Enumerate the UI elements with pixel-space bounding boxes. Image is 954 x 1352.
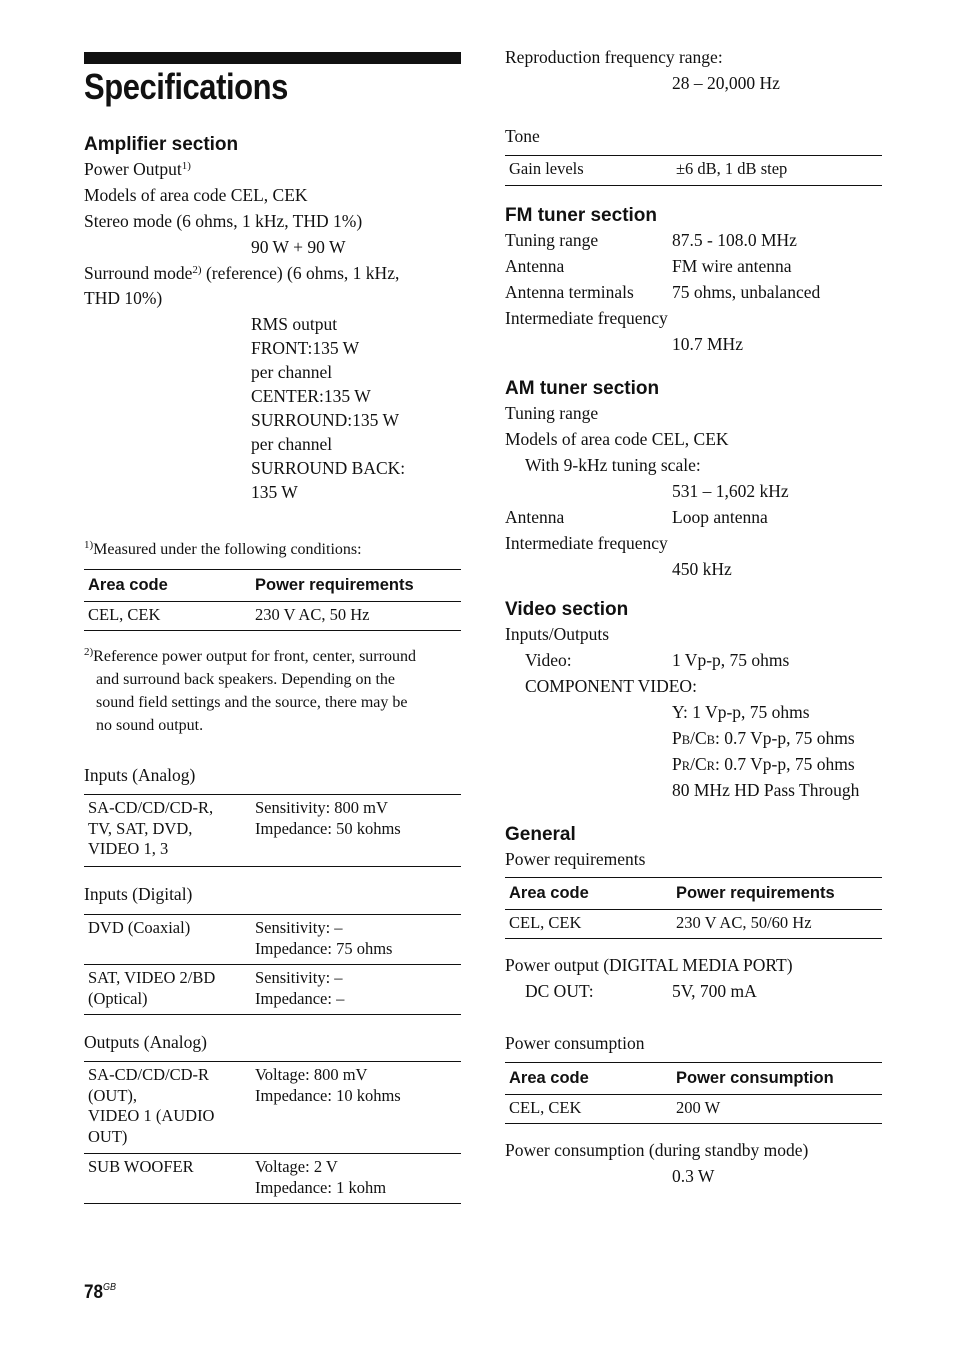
power-output-label: Power Output$^{1)}$ — [84, 159, 191, 179]
hd-pass-through: 80 MHz HD Pass Through — [672, 780, 860, 800]
table-header: Area code — [509, 884, 589, 902]
table-header: Power requirements — [676, 884, 835, 902]
video-heading: Video section — [505, 599, 629, 620]
table-row: DVD (Coaxial) Sensitivity: – Impedance: 75 ohms — [88, 918, 393, 958]
fm-if-value: 10.7 MHz — [672, 334, 743, 354]
amplifier-section — [84, 134, 461, 504]
models-line: Models of area code CEL, CEK — [84, 185, 308, 205]
component-y: Y: 1 Vp-p, 75 ohms — [672, 702, 810, 722]
rms-line: RMS output — [251, 314, 338, 334]
table-row: SUB WOOFER Voltage: 2 V Impedance: 1 kohm — [84, 1154, 461, 1204]
component-video-label: COMPONENT VIDEO: — [525, 676, 697, 696]
surround-mode-line2: THD 10%) — [84, 288, 163, 308]
am-antenna: Antenna Loop antenna — [505, 507, 768, 527]
component-pb: PB/CB: 0.7 Vp-p, 75 ohms — [672, 728, 855, 748]
stereo-value: 90 W + 90 W — [251, 237, 346, 257]
video-section — [505, 599, 882, 803]
power-requirements-table — [505, 877, 882, 939]
reproduction-block — [505, 44, 882, 96]
inputs-analog-table — [84, 794, 461, 867]
table-row: SA-CD/CD/CD-R (OUT), VIDEO 1 (AUDIO OUT) Voltage: 800 mV Impedance: 10 kohms — [88, 1065, 401, 1146]
am-if-value: 450 kHz — [672, 559, 732, 579]
rms-line: per channel — [251, 362, 333, 382]
rms-output-list — [84, 312, 461, 504]
footnote-ref-1: 1) — [181, 160, 191, 172]
table-row: SA-CD/CD/CD-R, TV, SAT, DVD, VIDEO 1, 3 Sensitivity: 800 mV Impedance: 50 kohms — [88, 798, 401, 858]
table-header: Area code — [509, 1069, 589, 1087]
standby-label: Power consumption (during standby mode) — [505, 1140, 809, 1160]
fm-antenna: Antenna FM wire antenna — [505, 256, 792, 276]
dmport-block — [505, 952, 882, 1004]
tone-label: Tone — [505, 126, 540, 146]
dc-out: DC OUT: 5V, 700 mA — [525, 981, 757, 1001]
title-rule — [84, 52, 461, 64]
am-scale-label: With 9-kHz tuning scale: — [525, 455, 701, 475]
power-requirements-label: Power requirements — [505, 849, 646, 869]
table-row: Gain levels ±6 dB, 1 dB step — [509, 159, 788, 178]
footnote-1: $^{1)}$Measured under the following conditions: — [84, 539, 362, 558]
table-header: Power consumption — [676, 1069, 834, 1087]
component-pr: PR/CR: 0.7 Vp-p, 75 ohms — [672, 754, 855, 774]
rms-line: FRONT:135 W — [251, 338, 360, 358]
reproduction-label: Reproduction frequency range: — [505, 47, 723, 67]
rms-line: SURROUND BACK: — [251, 458, 406, 478]
video-io-label: Inputs/Outputs — [505, 624, 610, 644]
table-row: CEL, CEK 200 W — [505, 1094, 882, 1124]
conditions-table — [84, 569, 461, 631]
footnote-ref-2: 2) — [192, 264, 202, 276]
am-if-label: Intermediate frequency — [505, 533, 668, 553]
surround-mode: Surround mode$^{2)}$ (reference) (6 ohms, 1 kHz, — [84, 263, 400, 283]
outputs-analog-label: Outputs (Analog) — [84, 1032, 207, 1052]
footnote-2: $^{2)}$Reference power output for front, center, surround and surround back speakers. Depending on the sound field settings and the source, there may be no sound output. — [84, 646, 416, 734]
general-section — [505, 824, 882, 872]
rms-line: per channel — [251, 434, 333, 454]
fm-antenna-terminals: Antenna terminals 75 ohms, unbalanced — [505, 282, 821, 302]
rms-line: 135 W — [251, 482, 298, 502]
rms-line: SURROUND:135 W — [251, 410, 399, 430]
table-header: Area code — [88, 576, 168, 594]
standby-value: 0.3 W — [672, 1166, 715, 1186]
tone-table — [505, 155, 882, 186]
fm-if-label: Intermediate frequency — [505, 308, 668, 328]
stereo-mode: Stereo mode (6 ohms, 1 kHz, THD 1%) — [84, 211, 363, 231]
amplifier-heading: Amplifier section — [84, 134, 239, 155]
standby-block — [505, 1137, 882, 1189]
page-region-suffix: GB — [103, 1282, 117, 1293]
page-number: $78^{GB}$ — [84, 1282, 117, 1303]
inputs-digital-table — [84, 914, 461, 1015]
outputs-analog-table — [84, 1061, 461, 1204]
inputs-analog-label: Inputs (Analog) — [84, 765, 196, 785]
general-heading: General — [505, 824, 576, 845]
fm-section — [505, 205, 882, 357]
video-composite: Video: 1 Vp-p, 75 ohms — [525, 650, 790, 670]
table-row: CEL, CEK 230 V AC, 50/60 Hz — [505, 909, 882, 939]
reproduction-value: 28 – 20,000 Hz — [672, 73, 780, 93]
table-row: SAT, VIDEO 2/BD (Optical) Sensitivity: – Impedance: – — [84, 965, 461, 1015]
inputs-digital-label: Inputs (Digital) — [84, 884, 193, 904]
am-section — [505, 378, 882, 582]
fm-tuning-range: Tuning range 87.5 - 108.0 MHz — [505, 230, 797, 250]
am-heading: AM tuner section — [505, 378, 660, 399]
rms-line: CENTER:135 W — [251, 386, 371, 406]
table-row: CEL, CEK 230 V AC, 50 Hz — [84, 601, 461, 631]
am-tuning-range: Tuning range — [505, 403, 599, 423]
page-title: Specifications — [84, 66, 288, 107]
fm-heading: FM tuner section — [505, 205, 658, 226]
dmport-label: Power output (DIGITAL MEDIA PORT) — [505, 955, 793, 975]
am-scale-value: 531 – 1,602 kHz — [672, 481, 789, 501]
power-consumption-table — [505, 1062, 882, 1124]
am-models: Models of area code CEL, CEK — [505, 429, 729, 449]
power-consumption-label: Power consumption — [505, 1033, 645, 1053]
table-header: Power requirements — [255, 576, 414, 594]
